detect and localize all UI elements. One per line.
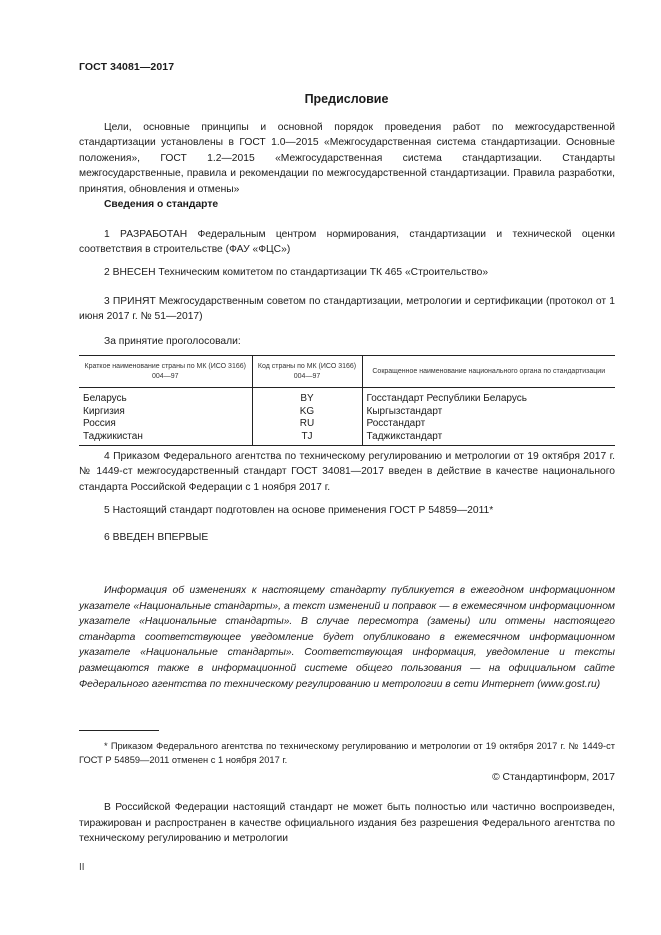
- item-3-text: 3 ПРИНЯТ Межгосударственным советом по стандартизации, метрологии и сертификации (протокол от 1 июня 2017 г. № 51—2017): [79, 296, 615, 323]
- item-1-text: 1 РАЗРАБОТАН Федеральным центром нормирования, стандартизации и технической оценки соответствия в строительстве (ФАУ «ФЦС»): [79, 229, 615, 256]
- change-info-block: [79, 583, 615, 692]
- page-title: [0, 92, 661, 106]
- voting-table: [79, 355, 615, 446]
- item-5: [79, 503, 615, 518]
- table-row: [79, 418, 615, 431]
- change-info-text: Информация об изменениях к настоящему стандарту публикуется в ежегодном информационном указателе «Национальные стандарты», а текст изменений и поправок — в ежемесячном информационном указателе «Национальные стандарты». В случае пересмотра (замены) или отмены настоящего стандарта соответствующее уведомление будет опубликовано в ежемесячном информационном указателе «Национальные стандарты». Соответствующая информация, уведомление и тексты размещаются также в информационной системе общего пользования — на официальном сайте Федерального агентства по техническому регулированию и метрологии в сети Интернет (www.gost.ru): [79, 585, 615, 690]
- rights-notice: [79, 800, 615, 847]
- header-code: Код страны по МК (ИСО 3166) 004—97: [252, 356, 362, 388]
- code-cell: KG: [252, 406, 362, 419]
- item-3: [79, 294, 615, 325]
- header-country: Краткое наименование страны по МК (ИСО 3166) 004—97: [79, 356, 252, 388]
- item-4-text: 4 Приказом Федерального агентства по техническому регулированию и метрологии от 19 октября 2017 г. № 1449-ст межгосударственный стандарт ГОСТ 34081—2017 введен в действие в качестве национального стандарта Российской Федерации с 1 ноября 2017 г.: [79, 451, 615, 493]
- item-2: [79, 265, 615, 280]
- page-title-text: Предисловие: [304, 92, 389, 106]
- table-row: [79, 406, 615, 419]
- intro-paragraph: [79, 120, 615, 197]
- item-6: [79, 530, 615, 545]
- page-number: II: [79, 862, 85, 873]
- item-1: [79, 227, 615, 258]
- rights-text: В Российской Федерации настоящий стандарт не может быть полностью или частично воспроизведен, тиражирован и распространен в качестве официального издания без разрешения Федерального агентства по техническому регулированию и метрологии: [79, 802, 615, 845]
- item-6-text: 6 ВВЕДЕН ВПЕРВЫЕ: [104, 532, 209, 543]
- item-4: [79, 449, 615, 495]
- info-heading: Сведения о стандарте: [104, 199, 219, 210]
- country-cell: Таджикистан: [83, 430, 143, 442]
- table-header-row: [79, 356, 615, 388]
- country-cell: Киргизия: [83, 405, 125, 417]
- copyright: © Стандартинформ, 2017: [492, 772, 615, 783]
- code-cell: TJ: [252, 431, 362, 446]
- item-2-text: 2 ВНЕСЕН Техническим комитетом по стандартизации ТК 465 «Строительство»: [104, 267, 489, 278]
- intro-text: Цели, основные принципы и основной порядок проведения работ по межгосударственной стандартизации установлены в ГОСТ 1.0—2015 «Межгосударственная система стандартизации. Основные положения», ГОСТ 1.2—2015 «Межгосударственная система стандартизации. Стандарты межгосударственные, правила и рекомендации по межгосударственной стандартизации. Правила разработки, принятия, обновления и отмены»: [79, 122, 615, 195]
- code-cell: RU: [252, 418, 362, 431]
- voted-caption: [79, 334, 615, 349]
- footnote-divider: [79, 730, 159, 731]
- document-header: ГОСТ 34081—2017: [79, 61, 175, 73]
- body-cell: Росстандарт: [366, 418, 426, 429]
- country-cell: Беларусь: [83, 393, 127, 404]
- body-cell: Кыргызстандарт: [366, 405, 443, 417]
- footnote: [79, 739, 615, 767]
- table-row: [79, 431, 615, 446]
- footnote-text: * Приказом Федерального агентства по техническому регулированию и метрологии от 19 октября 2017 г. № 1449-ст ГОСТ Р 54859—2011 отменен с 1 ноября 2017 г.: [79, 741, 615, 765]
- body-cell: Госстандарт Республики Беларусь: [366, 393, 527, 404]
- country-cell: Россия: [83, 418, 116, 429]
- body-cell: Таджикстандарт: [366, 430, 443, 442]
- header-body: Сокращенное наименование национального органа по стандартизации: [362, 356, 615, 388]
- item-5-text: 5 Настоящий стандарт подготовлен на основе применения ГОСТ Р 54859—2011*: [104, 505, 494, 516]
- voted-caption-text: За принятие проголосовали:: [104, 336, 241, 347]
- table-row: [79, 388, 615, 406]
- code-cell: BY: [252, 388, 362, 406]
